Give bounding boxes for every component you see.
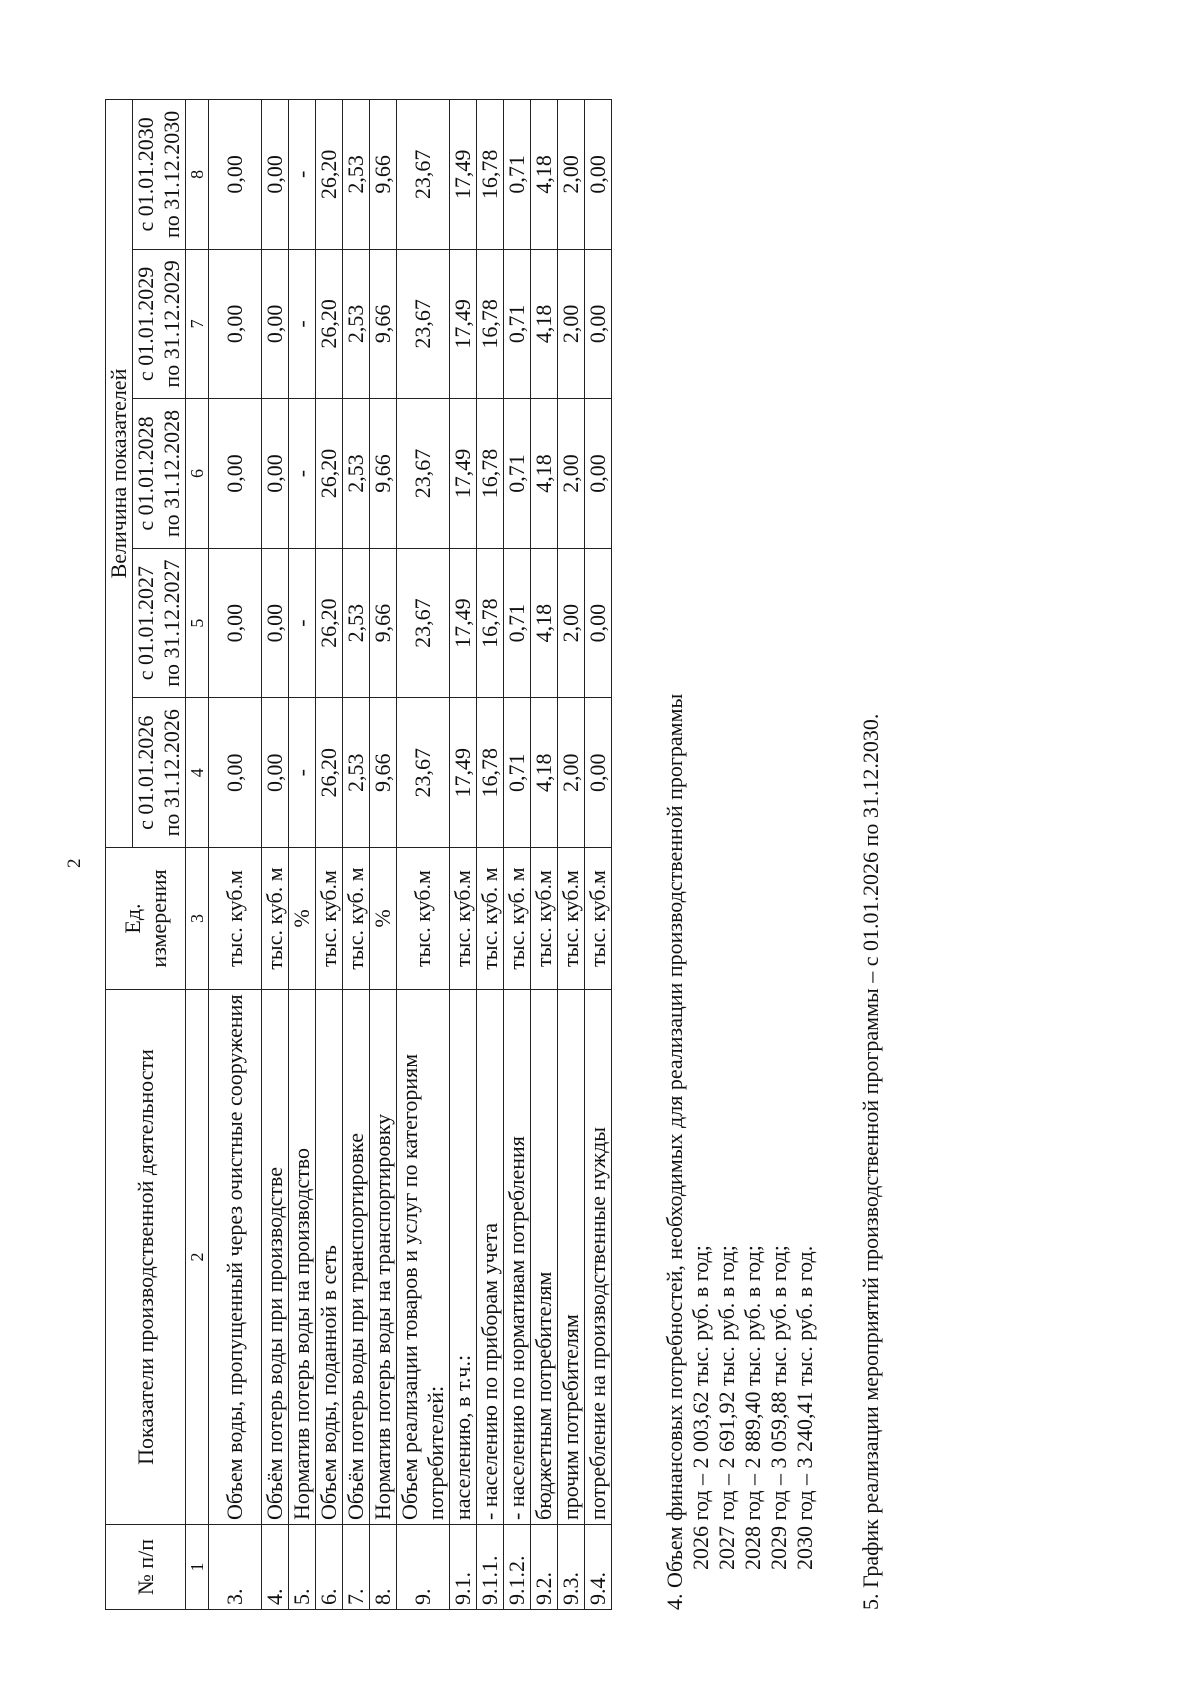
row-value: 26,20 (316, 249, 343, 399)
row-indicator-name: Объем воды, поданной в сеть (316, 990, 343, 1525)
row-value: 26,20 (316, 399, 343, 549)
row-value: 2,53 (343, 399, 370, 549)
row-number: 9.3. (558, 1525, 585, 1610)
row-indicator-name: прочим потребителям (558, 990, 585, 1525)
indicators-table (105, 99, 612, 1610)
row-value: 0,00 (585, 100, 612, 250)
table-body (209, 100, 612, 1610)
header-values-group: Величина показателей (106, 100, 133, 848)
row-number: 9.4. (585, 1525, 612, 1610)
table-row (531, 100, 558, 1610)
row-value: 2,00 (558, 249, 585, 399)
row-value: 2,00 (558, 698, 585, 848)
header-name: Показатели производственной деятельности (106, 990, 186, 1525)
row-number: 9.1.1. (477, 1525, 504, 1610)
financing-title: 4. Объем финансовых потребностей, необходимых для реализации производственной программы (662, 693, 687, 1610)
row-value: 0,00 (585, 698, 612, 848)
row-value: 2,53 (343, 548, 370, 698)
table-row (477, 100, 504, 1610)
column-index: 6 (186, 399, 209, 549)
row-indicator-name: - населению по приборам учета (477, 990, 504, 1525)
row-value: 23,67 (397, 249, 450, 399)
row-value: 0,71 (504, 249, 531, 399)
row-unit: тыс. куб.м (585, 848, 612, 990)
row-value: 2,00 (558, 399, 585, 549)
row-number: 5. (289, 1525, 316, 1610)
row-value: 23,67 (397, 100, 450, 250)
row-value: 0,00 (262, 100, 289, 250)
column-index: 5 (186, 548, 209, 698)
row-value: 17,49 (450, 698, 477, 848)
row-number: 9.1. (450, 1525, 477, 1610)
table-row (209, 100, 262, 1610)
financing-year-item: 2026 год – 2 003,62 тыс. руб. в год; (688, 1245, 713, 1570)
row-value: 17,49 (450, 399, 477, 549)
header-period: с 01.01.2027 по 31.12.2027 (133, 548, 186, 698)
row-value: 9,66 (370, 249, 397, 399)
row-value: 0,00 (209, 548, 262, 698)
row-value: 17,49 (450, 249, 477, 399)
row-value: - (289, 100, 316, 250)
row-value: 0,00 (585, 399, 612, 549)
row-number: 9.2. (531, 1525, 558, 1610)
row-value: 23,67 (397, 698, 450, 848)
row-indicator-name: Объем воды, пропущенный через очистные сооружения (209, 990, 262, 1525)
row-value: - (289, 548, 316, 698)
financing-year-item: 2027 год – 2 691,92 тыс. руб. в год; (714, 1245, 739, 1570)
row-value: 16,78 (477, 249, 504, 399)
table-row (397, 100, 450, 1610)
row-value: 2,00 (558, 100, 585, 250)
table-row (450, 100, 477, 1610)
row-value: 0,00 (209, 698, 262, 848)
row-value: - (289, 698, 316, 848)
row-value: 23,67 (397, 548, 450, 698)
table-row (558, 100, 585, 1610)
column-index: 7 (186, 249, 209, 399)
rotated-content (105, 100, 985, 1610)
schedule-text: 5. График реализации мероприятий производственной программы – с 01.01.2026 по 31.12.2030. (858, 713, 883, 1610)
row-value: 0,00 (262, 249, 289, 399)
table-row (289, 100, 316, 1610)
row-unit: тыс. куб. м (262, 848, 289, 990)
column-index: 2 (186, 990, 209, 1525)
financing-years (688, 100, 818, 1570)
header-num: № п/п (106, 1525, 186, 1610)
table-row (370, 100, 397, 1610)
row-indicator-name: населению, в т.ч.: (450, 990, 477, 1525)
column-index: 8 (186, 100, 209, 250)
column-index: 1 (186, 1525, 209, 1610)
row-unit: тыс. куб.м (558, 848, 585, 990)
row-value: 0,00 (262, 548, 289, 698)
row-value: 23,67 (397, 399, 450, 549)
row-unit: % (289, 848, 316, 990)
row-value: 0,71 (504, 698, 531, 848)
row-number: 9. (397, 1525, 450, 1610)
header-period: с 01.01.2026 по 31.12.2026 (133, 698, 186, 848)
row-value: 0,71 (504, 100, 531, 250)
row-unit: тыс. куб.м (531, 848, 558, 990)
row-value: 9,66 (370, 100, 397, 250)
row-number: 4. (262, 1525, 289, 1610)
row-value: 4,18 (531, 548, 558, 698)
row-number: 3. (209, 1525, 262, 1610)
row-unit: тыс. куб. м (504, 848, 531, 990)
row-indicator-name: - населению по нормативам потребления (504, 990, 531, 1525)
table-row (504, 100, 531, 1610)
row-value: - (289, 249, 316, 399)
notes (662, 100, 884, 1610)
row-value: 0,71 (504, 399, 531, 549)
row-unit: тыс. куб. м (343, 848, 370, 990)
row-indicator-name: Норматив потерь воды на производство (289, 990, 316, 1525)
header-period: с 01.01.2030 по 31.12.2030 (133, 100, 186, 250)
row-value: 17,49 (450, 548, 477, 698)
financing-year-item: 2030 год – 3 240,41 тыс. руб. в год. (792, 1245, 817, 1570)
row-indicator-name: Норматив потерь воды на транспортировку (370, 990, 397, 1525)
row-value: 26,20 (316, 100, 343, 250)
table-row (585, 100, 612, 1610)
table-row (262, 100, 289, 1610)
row-number: 6. (316, 1525, 343, 1610)
row-indicator-name: Объём потерь воды при производстве (262, 990, 289, 1525)
row-value: 2,53 (343, 249, 370, 399)
row-value: 0,00 (209, 399, 262, 549)
row-value: 16,78 (477, 399, 504, 549)
row-unit: % (370, 848, 397, 990)
row-unit: тыс. куб.м (316, 848, 343, 990)
row-unit: тыс. куб. м (477, 848, 504, 990)
row-unit: тыс. куб.м (397, 848, 450, 990)
row-value: 17,49 (450, 100, 477, 250)
row-unit: тыс. куб.м (209, 848, 262, 990)
row-value: 0,00 (209, 249, 262, 399)
row-number: 8. (370, 1525, 397, 1610)
row-value: 0,71 (504, 548, 531, 698)
row-value: 2,00 (558, 548, 585, 698)
header-period: с 01.01.2028 по 31.12.2028 (133, 399, 186, 549)
row-value: 2,53 (343, 100, 370, 250)
row-indicator-name: Объём потерь воды при транспортировке (343, 990, 370, 1525)
row-value: 26,20 (316, 698, 343, 848)
row-value: 0,00 (585, 249, 612, 399)
row-indicator-name: бюджетным потребителям (531, 990, 558, 1525)
row-value: 26,20 (316, 548, 343, 698)
financing-year-item: 2029 год – 3 059,88 тыс. руб. в год; (766, 1245, 791, 1570)
column-index: 3 (186, 848, 209, 990)
row-value: 0,00 (585, 548, 612, 698)
row-value: - (289, 399, 316, 549)
row-value: 0,00 (209, 100, 262, 250)
page-number: 2 (64, 858, 85, 868)
row-value: 4,18 (531, 399, 558, 549)
row-indicator-name: потребление на производственные нужды (585, 990, 612, 1525)
table-row (343, 100, 370, 1610)
row-value: 16,78 (477, 698, 504, 848)
header-unit: Ед. измерения (106, 848, 186, 990)
row-value: 16,78 (477, 100, 504, 250)
table-row (316, 100, 343, 1610)
row-value: 9,66 (370, 399, 397, 549)
row-number: 7. (343, 1525, 370, 1610)
row-value: 2,53 (343, 698, 370, 848)
row-value: 0,00 (262, 399, 289, 549)
row-unit: тыс. куб.м (450, 848, 477, 990)
row-value: 9,66 (370, 548, 397, 698)
row-value: 4,18 (531, 698, 558, 848)
column-index: 4 (186, 698, 209, 848)
row-value: 9,66 (370, 698, 397, 848)
row-indicator-name: Объем реализации товаров и услуг по категориям потребителей: (397, 990, 450, 1525)
row-value: 4,18 (531, 249, 558, 399)
row-value: 0,00 (262, 698, 289, 848)
header-period: с 01.01.2029 по 31.12.2029 (133, 249, 186, 399)
row-number: 9.1.2. (504, 1525, 531, 1610)
row-value: 16,78 (477, 548, 504, 698)
row-value: 4,18 (531, 100, 558, 250)
financing-year-item: 2028 год – 2 889,40 тыс. руб. в год; (740, 1245, 765, 1570)
